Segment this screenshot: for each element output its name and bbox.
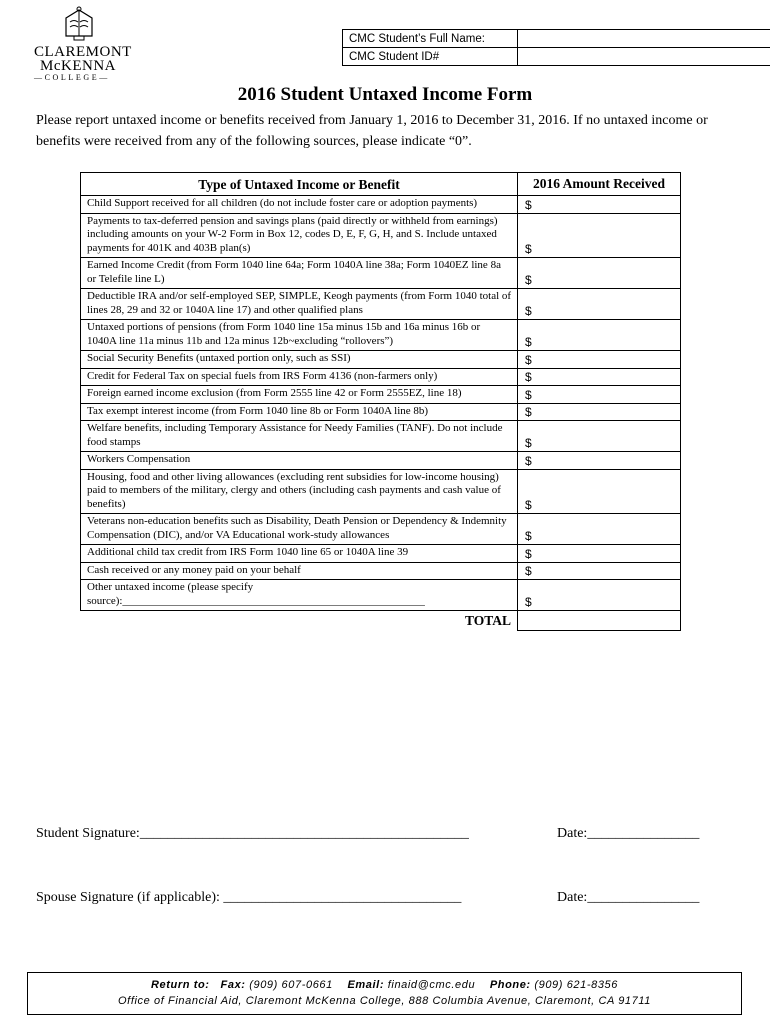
- income-type-label: Other untaxed income (please specify source):_______________________________________________________: [81, 580, 518, 611]
- income-type-label: Cash received or any money paid on your behalf: [81, 562, 518, 580]
- income-row: [81, 469, 681, 514]
- student-date: [557, 826, 699, 842]
- student-date-label: Date:: [557, 826, 588, 841]
- income-row: [81, 320, 681, 351]
- form-title: 2016 Student Untaxed Income Form: [237, 84, 533, 105]
- income-row: [81, 421, 681, 452]
- amount-field[interactable]: [518, 213, 681, 258]
- student-id-field[interactable]: [518, 48, 770, 66]
- amount-field[interactable]: [518, 469, 681, 514]
- income-type-label: Housing, food and other living allowances (excluding rent subsidies for low-income housing) paid to members of the military, clergy and others (including cash payments and cash value of benefits): [81, 469, 518, 514]
- spouse-signature-label: Spouse Signature (if applicable):: [36, 890, 220, 905]
- logo-line-3: —COLLEGE—: [34, 73, 110, 82]
- phone-label: Phone:: [489, 979, 531, 991]
- return-info-box: [27, 972, 742, 1015]
- dollar-sign: $: [525, 304, 532, 318]
- income-type-label: Foreign earned income exclusion (from Form 2555 line 42 or Form 2555EZ, line 18): [81, 386, 518, 404]
- amount-field[interactable]: [518, 368, 681, 386]
- student-signature-label: Student Signature:: [36, 826, 140, 841]
- dollar-sign: $: [525, 436, 532, 450]
- email-address[interactable]: finaid@cmc.edu: [387, 979, 476, 991]
- income-type-label: Workers Compensation: [81, 452, 518, 470]
- income-row: [81, 580, 681, 611]
- fax-label: Fax:: [220, 979, 246, 991]
- student-id-label: CMC Student ID#: [343, 48, 518, 66]
- income-row: [81, 386, 681, 404]
- amount-field[interactable]: [518, 386, 681, 404]
- dollar-sign: $: [525, 242, 532, 256]
- dollar-sign: $: [525, 529, 532, 543]
- logo-line-2: McKENNA: [40, 58, 116, 74]
- income-type-label: Additional child tax credit from IRS Form 1040 line 65 or 1040A line 39: [81, 545, 518, 563]
- income-type-label: Welfare benefits, including Temporary Assistance for Needy Families (TANF). Do not include food stamps: [81, 421, 518, 452]
- income-row: [81, 289, 681, 320]
- income-type-label: Social Security Benefits (untaxed portion only, such as SSI): [81, 351, 518, 369]
- total-row: [81, 611, 681, 631]
- logo-line-1: CLAREMONT: [34, 44, 132, 60]
- dollar-sign: $: [525, 335, 532, 349]
- income-type-label: Deductible IRA and/or self-employed SEP, SIMPLE, Keogh payments (from Form 1040 total of lines 28, 29 and 32 or 1040A line 17) and other qualified plans: [81, 289, 518, 320]
- spouse-signature: [36, 890, 461, 906]
- spouse-signature-line[interactable]: __________________________________: [219, 890, 462, 905]
- dollar-sign: $: [525, 352, 532, 367]
- amount-field[interactable]: [518, 320, 681, 351]
- amount-field[interactable]: [518, 196, 681, 214]
- income-table: [80, 172, 681, 631]
- amount-field[interactable]: [518, 351, 681, 369]
- spouse-date-label: Date:: [557, 890, 588, 905]
- dollar-sign: $: [525, 498, 532, 512]
- dollar-sign: $: [525, 405, 532, 419]
- form-instructions: Please report untaxed income or benefits received from January 1, 2016 to December 31, 2016. If no untaxed income or benefits were received from any of the following sources, please indicate “0”.: [36, 113, 708, 149]
- income-row: [81, 562, 681, 580]
- amount-field[interactable]: [518, 289, 681, 320]
- income-type-label: Earned Income Credit (from Form 1040 line 64a; Form 1040A line 38a; Form 1040EZ line 8a or Telefile line L): [81, 258, 518, 289]
- spouse-date-line[interactable]: ________________: [587, 890, 700, 905]
- student-signature-line[interactable]: _______________________________________________: [139, 826, 469, 841]
- dollar-sign: $: [525, 564, 532, 578]
- amount-field[interactable]: [518, 562, 681, 580]
- income-row: [81, 452, 681, 470]
- income-type-label: Tax exempt interest income (from Form 1040 line 8b or Form 1040A line 8b): [81, 403, 518, 421]
- email-label: Email:: [347, 979, 385, 991]
- income-row: [81, 514, 681, 545]
- amount-field[interactable]: [518, 421, 681, 452]
- income-row: [81, 368, 681, 386]
- amount-field[interactable]: [518, 514, 681, 545]
- income-row: [81, 258, 681, 289]
- amount-field[interactable]: [518, 452, 681, 470]
- office-address: Office of Financial Aid, Claremont McKenna College, 888 Columbia Avenue, Claremont, CA 91711: [118, 995, 651, 1007]
- income-type-label: Child Support received for all children (do not include foster care or adoption payments): [81, 196, 518, 214]
- dollar-sign: $: [525, 197, 532, 212]
- amount-field[interactable]: [518, 403, 681, 421]
- income-row: [81, 403, 681, 421]
- total-label: TOTAL: [464, 613, 511, 628]
- dollar-sign: $: [525, 546, 532, 561]
- student-info-table: [342, 29, 770, 66]
- college-logo: [30, 6, 130, 80]
- student-date-line[interactable]: ________________: [587, 826, 700, 841]
- contact-line: [28, 979, 741, 991]
- dollar-sign: $: [525, 273, 532, 287]
- amount-field[interactable]: [518, 545, 681, 563]
- dollar-sign: $: [525, 370, 532, 384]
- amount-field[interactable]: [518, 580, 681, 611]
- total-amount-field[interactable]: [518, 611, 681, 631]
- dollar-sign: $: [525, 595, 532, 609]
- dollar-sign: $: [525, 387, 532, 402]
- phone-number: (909) 621-8356: [534, 979, 618, 991]
- student-signature: [36, 826, 469, 842]
- income-type-label: Credit for Federal Tax on special fuels from IRS Form 4136 (non-farmers only): [81, 368, 518, 386]
- income-row: [81, 196, 681, 214]
- return-label: Return to:: [151, 979, 210, 991]
- college-crest-icon: [60, 6, 98, 42]
- income-type-label: Payments to tax-deferred pension and savings plans (paid directly or withheld from earnings) including amounts on your W-2 Form in Box 12, codes D, E, F, G, H, and S. Include untaxed payments for 401K and 403B plan(s): [81, 213, 518, 258]
- dollar-sign: $: [525, 453, 532, 468]
- student-name-field[interactable]: [518, 30, 770, 48]
- income-row: [81, 351, 681, 369]
- income-row: [81, 545, 681, 563]
- income-type-label: Untaxed portions of pensions (from Form 1040 line 15a minus 15b and 16a minus 16b or 1040A line 11a minus 11b and 12a minus 12b~excluding “rollovers”): [81, 320, 518, 351]
- income-type-label: Veterans non-education benefits such as Disability, Death Pension or Dependency & Indemnity Compensation (DIC), and/or VA Educational work-study allowances: [81, 514, 518, 545]
- fax-number: (909) 607-0661: [249, 979, 333, 991]
- spouse-date: [557, 890, 699, 906]
- amount-field[interactable]: [518, 258, 681, 289]
- amount-column-header: 2016 Amount Received: [518, 173, 681, 196]
- type-column-header: Type of Untaxed Income or Benefit: [81, 173, 518, 196]
- student-name-label: CMC Student’s Full Name:: [343, 30, 518, 48]
- income-row: [81, 213, 681, 258]
